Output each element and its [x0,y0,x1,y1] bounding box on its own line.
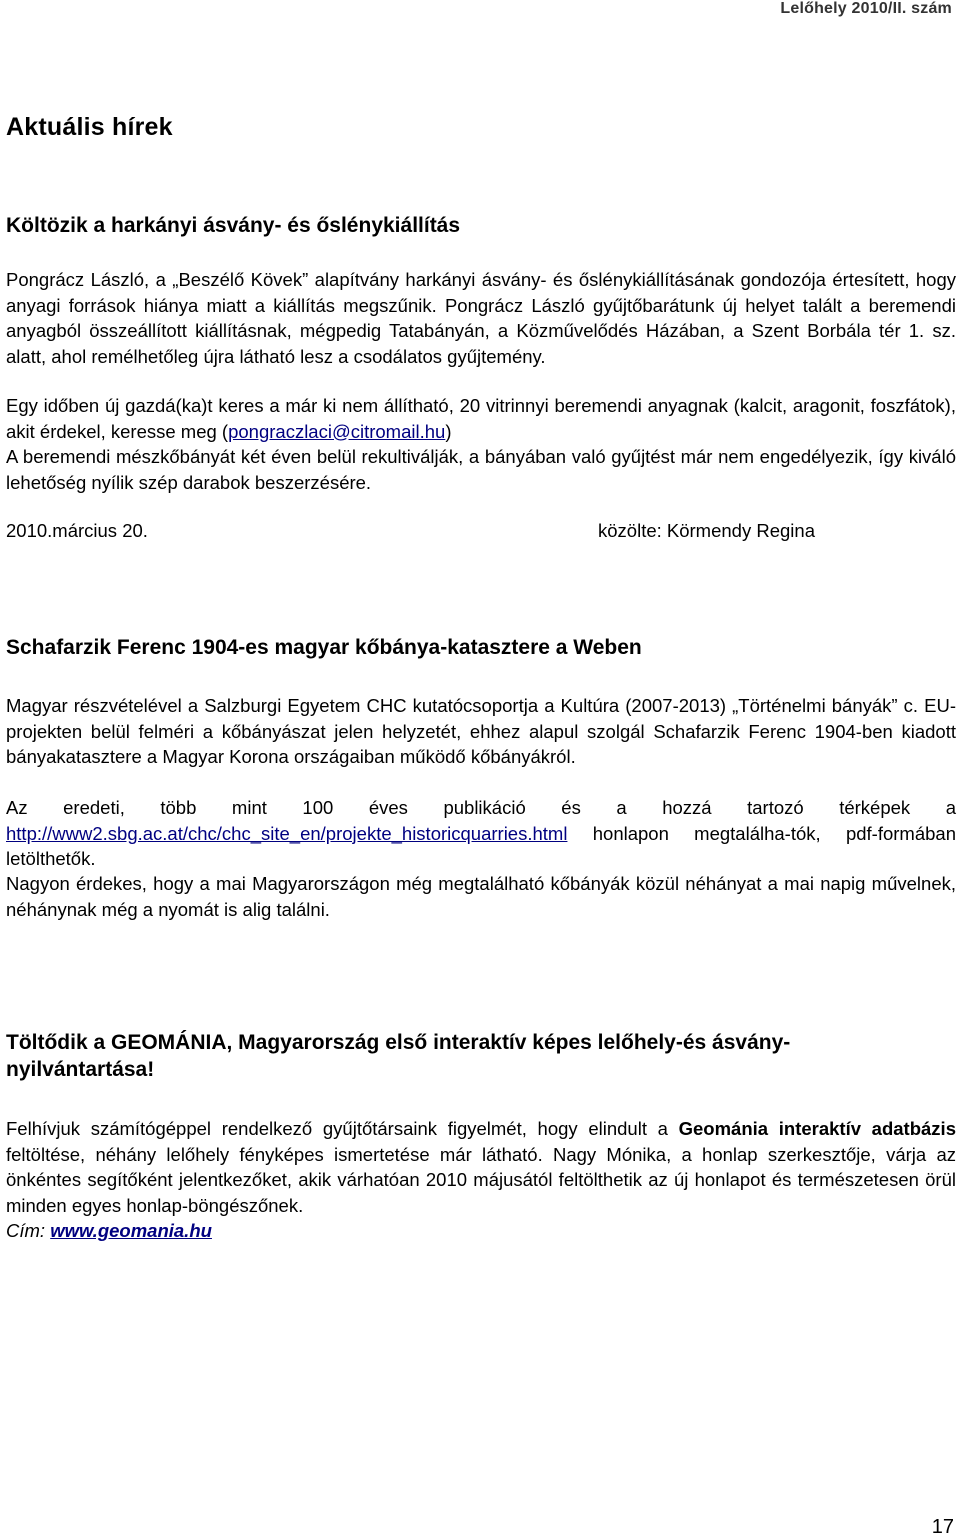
article-1-title: Költözik a harkányi ásvány- és őslénykiállítás [6,214,461,237]
article-3-address [6,1218,956,1244]
article-3-paragraph-1 [6,1116,956,1218]
article-1-paragraph-2-text: Egy időben új gazdá(ka)t keres a már ki nem állítható, 20 vitrinnyi beremendi anyagnak (kalcit, aragonit, foszfátok), akit érdekel, keresse meg ( [6,395,956,442]
article-3-paragraph-1-text: Felhívjuk számítógéppel rendelkező gyűjtőtársaink figyelmét, hogy elindult a [6,1118,679,1139]
page-number: 17 [931,1516,954,1538]
running-header: Lelőhely 2010/II. szám [780,0,952,17]
article-2-paragraph-2-text: Az eredeti, több mint 100 éves publikáció és a hozzá tartozó térképek a [6,797,956,818]
quarries-link[interactable]: http://www2.sbg.ac.at/chc/chc_site_en/projekte_historicquarries.html [6,822,568,844]
article-1-date: 2010.március 20. [6,520,148,541]
article-2-paragraph-3: Nagyon érdekes, hogy a mai Magyarországon még megtalálható kőbányák közül néhányat a mai napig művelnek, néhánynak még a nyomát is alig találni. [6,873,956,920]
geomania-database-name: Geománia interaktív adatbázis [678,1118,956,1139]
article-2-paragraph-2-tail: honlapon megtalálha-tók, pdf-formában letölthetők. [6,822,956,869]
article-1-paragraph-1: Pongrácz László, a „Beszélő Kövek” alapítvány harkányi ásvány- és őslénykiállításának gondozója értesített, hogy anyagi források hiánya miatt a kiállítás megszűnik. Pongrácz László gyűjtőbarátunk új helyet talált a beremendi anyagból összeállított kiállításnak, mégpedig Tatabányán, a Közművelődés Házában, a Szent Borbála tér 1. sz. alatt, ahol remélhetőleg újra látható lesz a csodálatos gyűjtemény. [6,269,956,367]
article-3-title: Töltődik a GEOMÁNIA, Magyarország első interaktív képes lelőhely-és ásvány-nyilvántartása! [6,1031,791,1081]
article-1-paragraph-3: A beremendi mészkőbányát két éven belül rekultiválják, a bányában való gyűjtést már nem engedélyezik, így kiváló lehetőség nyílik szép darabok beszerzésére. [6,446,956,493]
article-1-author: közölte: Körmendy Regina [598,520,815,541]
geomania-link[interactable]: www.geomania.hu [50,1220,212,1241]
article-3-paragraph-1-tail: feltöltése, néhány lelőhely fényképes ismertetése már látható. Nagy Mónika, a honlap szerkesztője, várja az önkéntes segítőként jelentkezőket, akik várhatóan 2010 májusától feltölthetik az új honlapot és természetesen örül minden egyes honlap-böngészőnek. [6,1143,956,1216]
article-2-title: Schafarzik Ferenc 1904-es magyar kőbánya-katasztere a Weben [6,636,642,659]
address-label: Cím: [6,1220,51,1241]
article-2-paragraph-2 [6,795,956,872]
article-1-paragraph-2 [6,393,956,444]
section-title: Aktuális hírek [6,113,173,141]
article-2-paragraph-1: Magyar részvételével a Salzburgi Egyetem CHC kutatócsoportja a Kultúra (2007-2013) „Történelmi bányák” c. EU-projekten belül felméri a kőbányászat jelen helyzetét, ehhez alapul szolgál Schafarzik Ferenc 1904-ben kiadott bányakatasztere a Magyar Korona országaiban működő kőbányákról. [6,695,956,767]
email-link[interactable]: pongraczlaci@citromail.hu [228,420,446,442]
article-1-paragraph-2-close: ) [445,420,452,442]
